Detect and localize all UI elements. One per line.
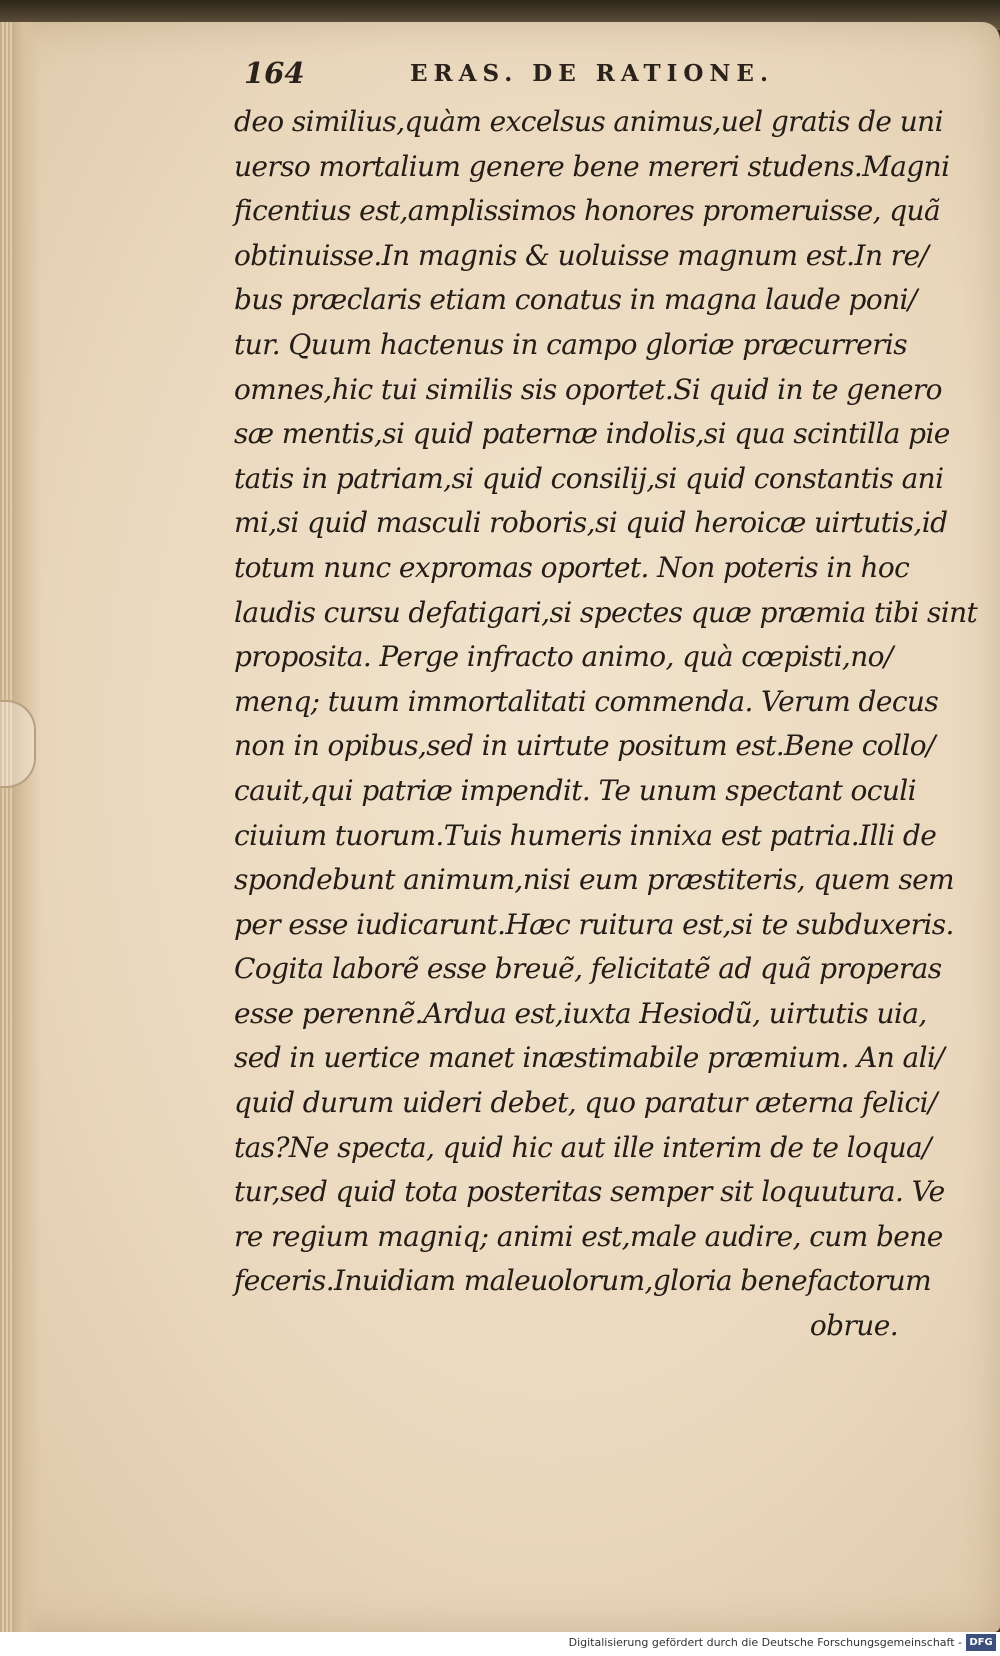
footer-bar [0,1632,1000,1656]
text-line: ciuium tuorum.Tuis humeris innixa est patria.Illi de [234,818,937,852]
text-line: omnes,hic tui similis sis oportet.Si quid in te genero [234,372,942,406]
text-line: feceris.Inuidiam maleuolorum,gloria benefactorum [234,1264,932,1298]
text-line: cauit,qui patriæ impendit. Te unum spectant oculi [234,773,917,807]
text-line: quid durum uideri debet, quo paratur æterna felici/ [234,1086,937,1120]
text-line: ficentius est,amplissimos honores promeruisse, quã [234,194,941,228]
text-line: deo similius,quàm excelsus animus,uel gratis de uni [234,105,943,138]
text-line: bus præclaris etiam conatus in magna laude poni/ [234,283,917,317]
running-title: ERAS. DE RATIONE. [410,60,774,87]
text-line: laudis cursu defatigari,si spectes quæ præmia tibi sint [234,595,978,629]
text-line: Cogita laborẽ esse breuẽ, felicitatẽ ad quã properas [234,952,942,986]
dfg-logo: DFG [966,1634,996,1651]
text-line: tas?Ne specta, quid hic aut ille interim de te loqua/ [234,1130,931,1164]
text-line: tur. Quum hactenus in campo gloriæ præcurreris [234,327,908,361]
text-block [234,100,978,1349]
page-number: 164 [244,56,305,90]
text-line: sed in uertice manet inæstimabile præmium. An ali/ [234,1041,945,1075]
final-line: obrue. [809,1309,898,1343]
text-line: sæ mentis,si quid paternæ indolis,si qua scintilla pie [234,417,950,451]
text-line: spondebunt animum,nisi eum præstiteris, quem sem [234,863,955,897]
text-line: menq; tuum immortalitati commenda. Verum decus [234,684,939,718]
text-line: uerso mortalium genere bene mereri studens.Magni [234,149,950,183]
running-head [244,56,824,96]
text-line: re regium magniq; animi est,male audire, cum bene [234,1219,943,1253]
text-line: tatis in patriam,si quid consilij,si quid constantis ani [234,461,944,495]
binding-clasp [0,700,36,788]
text-line: mi,si quid masculi roboris,si quid heroicæ uirtutis,id [234,506,948,540]
text-line: obtinuisse.In magnis & uoluisse magnum est.In re/ [234,238,929,272]
stacked-page-edges [0,22,14,1632]
text-line: per esse iudicarunt.Hæc ruitura est,si te subduxeris. [234,907,954,941]
funding-credit: Digitalisierung gefördert durch die Deutsche Forschungsgemeinschaft - [568,1636,962,1649]
text-line: tur,sed quid tota posteritas semper sit loquutura. Ve [234,1175,945,1209]
text-line: esse perennẽ.Ardua est,iuxta Hesiodũ, uirtutis uia, [234,996,927,1030]
text-line: proposita. Perge infracto animo, quà cœpisti,no/ [234,640,893,674]
text-line: totum nunc expromas oportet. Non poteris in hoc [234,550,910,584]
text-line: non in opibus,sed in uirtute positum est.Bene collo/ [234,729,935,763]
